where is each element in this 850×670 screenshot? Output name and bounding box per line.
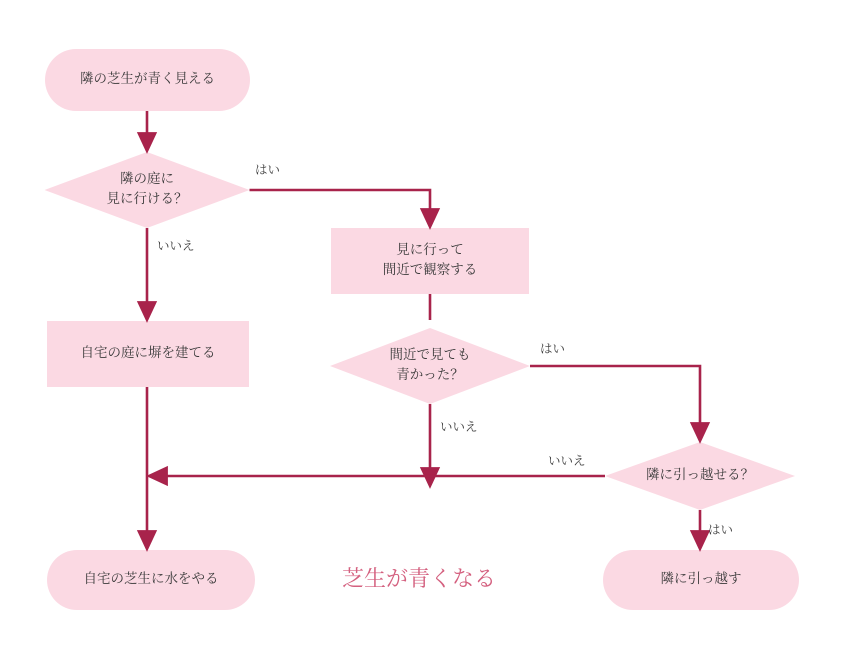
node-label-start: 隣の芝生が青く見える <box>80 71 215 88</box>
edge-label-no-visit: いいえ <box>157 238 195 253</box>
node-shape-move-next <box>603 550 799 610</box>
node-label-can-move: 隣に引っ越せる？ <box>646 467 754 484</box>
node-label-move-next: 隣に引っ越す <box>660 571 742 588</box>
outcome-text: 芝生が青くなる <box>342 567 497 592</box>
node-label-can-visit: 隣の庭に 見に行ける？ <box>106 171 188 207</box>
node-label-still-blue: 間近で見ても 青かった？ <box>389 347 471 383</box>
edge-label-yes-visit: はい <box>255 162 281 177</box>
node-label-observe: 見に行って 間近で観察する <box>382 242 478 278</box>
node-shape-still-blue <box>330 328 530 404</box>
node-shape-build-fence <box>47 321 249 387</box>
node-shape-start <box>45 49 250 111</box>
node-shape-can-visit <box>45 152 250 228</box>
edge-can-visit-yes-to-observe <box>250 190 431 219</box>
edge-label-yes-can-move: はい <box>708 522 734 537</box>
edge-label-yes-still-blue: はい <box>540 341 566 356</box>
node-label-build-fence: 自宅の庭に塀を建てる <box>80 345 216 362</box>
node-label-water-lawn: 自宅の芝生に水をやる <box>83 571 219 588</box>
node-shape-can-move <box>605 442 795 510</box>
edge-still-blue-yes-to-can-move <box>530 366 700 433</box>
node-shape-observe <box>331 228 529 294</box>
edge-label-no-still-blue: いいえ <box>440 419 478 434</box>
node-shape-water-lawn <box>47 550 255 610</box>
edge-label-no-can-move: いいえ <box>548 453 586 468</box>
